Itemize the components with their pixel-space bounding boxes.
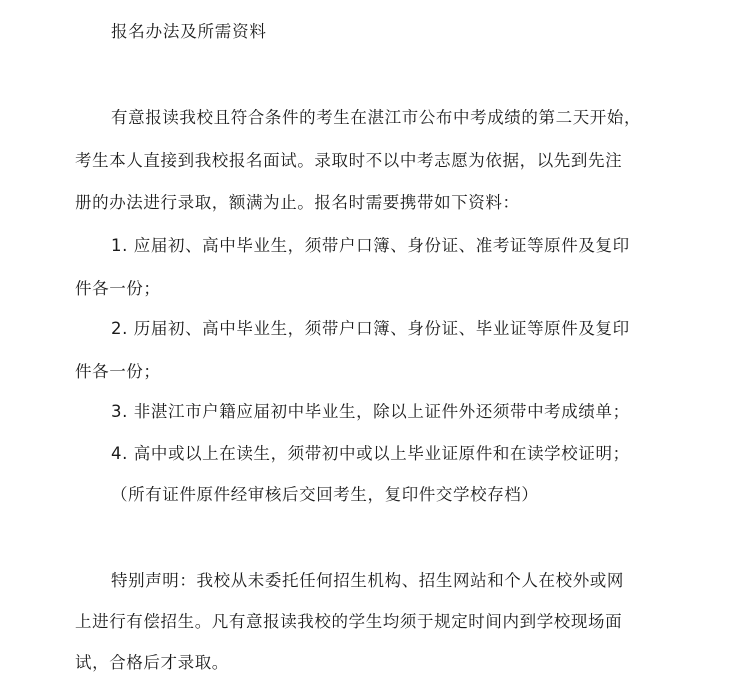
requirement-item-2-continued: 件各一份；: [75, 362, 161, 381]
intro-line: 考生本人直接到我校报名面试。录取时不以中考志愿为依据，以先到先注: [75, 151, 623, 170]
document-note: （所有证件原件经审核后交回考生，复印件交学校存档）: [111, 485, 539, 504]
requirement-item-3: 3. 非湛江市户籍应届初中毕业生，除以上证件外还须带中考成绩单；: [111, 402, 630, 421]
statement-line: 特别声明：我校从未委托任何招生机构、招生网站和个人在校外或网: [111, 571, 624, 590]
requirement-item-1: 1. 应届初、高中毕业生，须带户口簿、身份证、准考证等原件及复印: [111, 236, 630, 255]
requirement-item-2: 2. 历届初、高中毕业生，须带户口簿、身份证、毕业证等原件及复印: [111, 319, 630, 338]
intro-line: 有意报读我校且符合条件的考生在湛江市公布中考成绩的第二天开始，: [111, 108, 642, 127]
requirement-item-1-continued: 件各一份；: [75, 279, 161, 298]
document-heading: 报名办法及所需资料: [111, 22, 267, 41]
statement-line: 上进行有偿招生。凡有意报读我校的学生均须于规定时间内到学校现场面: [75, 612, 623, 631]
requirement-item-4: 4. 高中或以上在读生，须带初中或以上毕业证原件和在读学校证明；: [111, 444, 630, 463]
intro-line: 册的办法进行录取，额满为止。报名时需要携带如下资料：: [75, 193, 520, 212]
statement-line: 试，合格后才录取。: [75, 653, 229, 672]
